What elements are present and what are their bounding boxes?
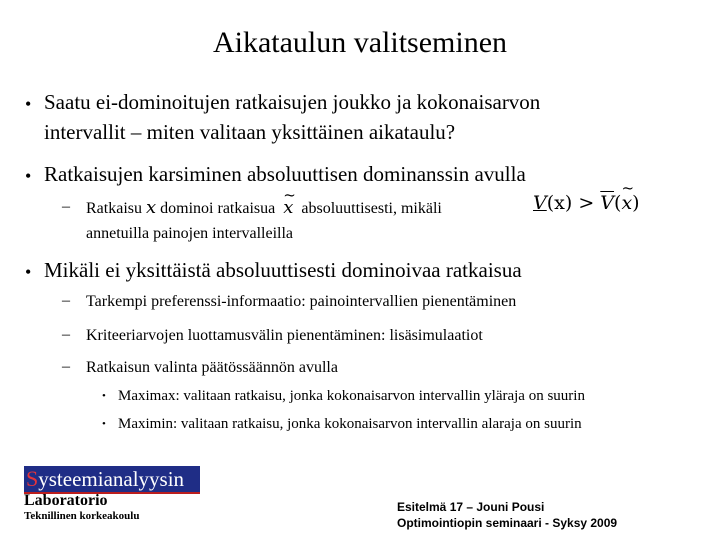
sub-text-part-1: Ratkaisu [86, 200, 142, 217]
bullet-2-text: Ratkaisujen karsiminen absoluuttisen dominanssin avulla [44, 162, 526, 186]
logo-university: Teknillinen korkeakoulu [24, 510, 140, 522]
sub-sub-bullet-dot: • [102, 390, 106, 402]
bullet-2-sub-line-1 [86, 196, 442, 221]
footer-presenter: Esitelmä 17 – Jouni Pousi [397, 500, 545, 514]
sub-bullet-dash: – [62, 198, 70, 215]
formula-rhs-open: ( [614, 192, 622, 214]
sub-bullet-item: Kriteeriarvojen luottamusvälin pienentäminen: lisäsimulaatiot [86, 327, 483, 344]
formula-upper-bound-v: $\overline{V}$ [600, 192, 615, 214]
footer-seminar: Optimointiopin seminaari - Syksy 2009 [397, 516, 618, 530]
formula-lower-bound-v: V [533, 192, 547, 214]
sub-bullet-item: Ratkaisun valinta päätössäännön avulla [86, 359, 338, 376]
sub-text-part-2: dominoi ratkaisua [160, 200, 276, 217]
sub-sub-bullet-item: Maximin: valitaan ratkaisu, jonka kokonaisarvon intervallin alaraja on suurin [118, 416, 582, 432]
formula-operator: > [578, 192, 595, 214]
logo-initial: S [26, 466, 39, 491]
logo-laboratorio: Laboratorio [24, 492, 108, 509]
variable-x: x [146, 197, 157, 218]
sub-sub-bullet-item: Maximax: valitaan ratkaisu, jonka kokonaisarvon intervallin yläraja on suurin [118, 388, 585, 404]
sub-bullet-dash: – [62, 358, 70, 375]
formula-rhs-close: ) [632, 192, 640, 214]
sub-bullet-dash: – [62, 326, 70, 343]
bullet-1-line-2: intervallit – miten valitaan yksittäinen aikataulu? [44, 120, 456, 144]
logo-rest: ysteemianalyysin [38, 467, 185, 491]
dominance-formula [533, 192, 640, 214]
formula-lhs-arg: (x) [546, 192, 573, 214]
bullet-dot: • [25, 166, 32, 186]
bullet-2-sub-line-2: annetuilla painojen intervalleilla [86, 225, 294, 242]
slide-title: Aikataulun valitseminen [212, 26, 508, 59]
sub-bullet-item: Tarkempi preferenssi-informaatio: painointervallien pienentäminen [86, 293, 517, 310]
bullet-3-text: Mikäli ei yksittäistä absoluuttisesti dominoivaa ratkaisua [44, 258, 522, 282]
formula-x-tilde: ~ x [621, 192, 632, 214]
sub-sub-bullet-dot: • [102, 418, 106, 430]
sub-text-part-3: absoluuttisesti, mikäli [301, 200, 442, 217]
sub-bullet-dash: – [62, 292, 70, 309]
logo-wordmark [26, 466, 184, 492]
bullet-1-line-1: Saatu ei-dominoitujen ratkaisujen joukko ja kokonaisarvon [44, 90, 541, 114]
variable-x-tilde: ~ x [283, 196, 293, 220]
bullet-dot: • [25, 262, 32, 282]
bullet-dot: • [25, 94, 32, 114]
